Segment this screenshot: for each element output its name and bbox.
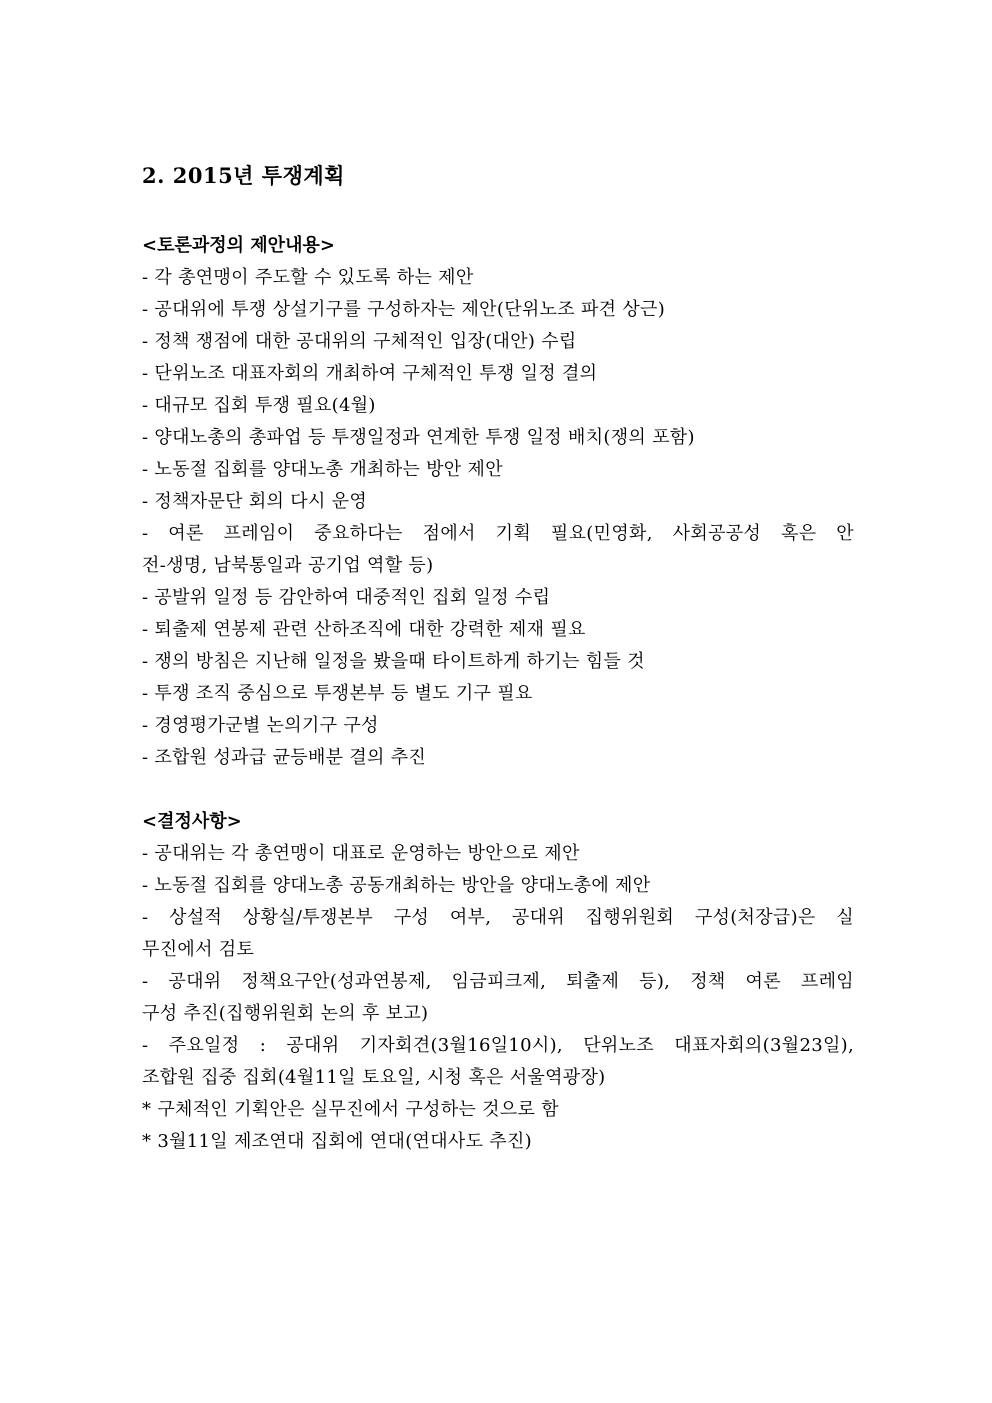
proposals-heading: <토론과정의 제안내용> [142,235,335,256]
proposal-line: - 정책자문단 회의 다시 운영 [142,491,368,512]
proposal-line: - 투쟁 조직 중심으로 투쟁본부 등 별도 기구 필요 [142,683,533,704]
decision-line: - 공대위는 각 총연맹이 대표로 운영하는 방안으로 제안 [142,843,580,864]
section-spacer [142,774,854,806]
decision-line: 조합원 집중 집회(4월11일 토요일, 시청 혹은 서울역광장) [142,1067,606,1088]
decision-line: 무진에서 검토 [142,939,255,960]
proposal-line: - 공발위 일정 등 감안하여 대중적인 집회 일정 수립 [142,587,551,608]
proposal-line: 전-생명, 남북통일과 공기업 역할 등) [142,555,434,576]
proposal-line: - 쟁의 방침은 지난해 일정을 봤을때 타이트하게 하기는 힘들 것 [142,651,645,672]
decision-line: * 구체적인 기획안은 실무진에서 구성하는 것으로 함 [142,1099,559,1120]
proposal-line: - 각 총연맹이 주도할 수 있도록 하는 제안 [142,267,474,288]
proposal-line: - 공대위에 투쟁 상설기구를 구성하자는 제안(단위노조 파견 상근) [142,299,666,320]
decisions-heading: <결정사항> [142,811,242,832]
decision-line: 구성 추진(집행위원회 논의 후 보고) [142,1003,429,1024]
proposal-line: - 경영평가군별 논의기구 구성 [142,715,379,736]
proposal-line: - 양대노총의 총파업 등 투쟁일정과 연계한 투쟁 일정 배치(쟁의 포함) [142,427,695,448]
proposal-line: - 조합원 성과급 균등배분 결의 추진 [142,747,427,768]
proposal-line: - 여론 프레임이 중요하다는 점에서 기획 필요(민영화, 사회공공성 혹은 안 [142,523,854,544]
proposal-line: - 대규모 집회 투쟁 필요(4월) [142,395,376,416]
decisions-section [142,806,854,1158]
decision-line: - 상설적 상황실/투쟁본부 구성 여부, 공대위 집행위원회 구성(처장급)은 실 [142,907,854,928]
proposal-line: - 퇴출제 연봉제 관련 산하조직에 대한 강력한 제재 필요 [142,619,586,640]
proposal-line: - 노동절 집회를 양대노총 개최하는 방안 제안 [142,459,503,480]
section-title: 2. 2015년 투쟁계획 [142,163,345,188]
proposals-section [142,230,854,774]
decision-line: - 노동절 집회를 양대노총 공동개최하는 방안을 양대노총에 제안 [142,875,651,896]
proposal-line: - 단위노조 대표자회의 개최하여 구체적인 투쟁 일정 결의 [142,363,598,384]
decision-line: - 공대위 정책요구안(성과연봉제, 임금피크제, 퇴출제 등), 정책 여론 프레임 [142,971,854,992]
decision-line: * 3월11일 제조연대 집회에 연대(연대사도 추진) [142,1131,533,1152]
proposal-line: - 정책 쟁점에 대한 공대위의 구체적인 입장(대안) 수립 [142,331,577,352]
document-page [142,160,854,1158]
decision-line: - 주요일정 : 공대위 기자회견(3월16일10시), 단위노조 대표자회의(3월23일), [142,1035,854,1056]
